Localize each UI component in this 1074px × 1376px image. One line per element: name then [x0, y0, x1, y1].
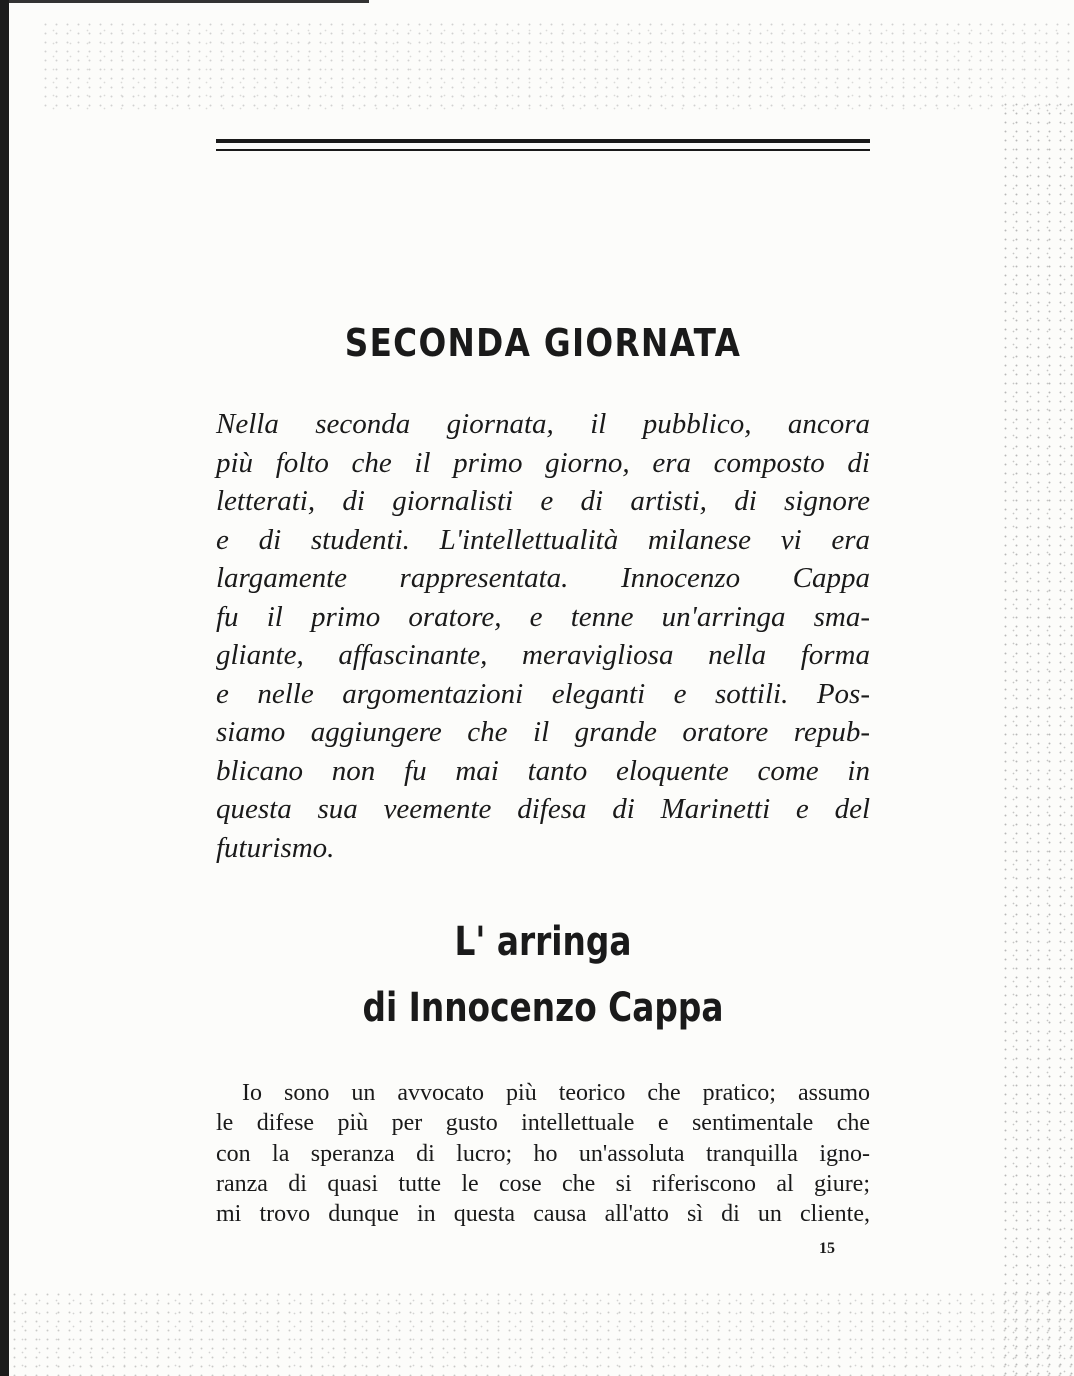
intro-line: e di studenti. L'intellettualità milanese vi era	[216, 523, 870, 556]
page-number: 15	[819, 1240, 835, 1257]
intro-line: letterati, di giornalisti e di artisti, di signore	[216, 485, 870, 517]
intro-line: siamo aggiungere che il grande oratore repub-	[216, 716, 870, 748]
section-heading-line-1: L' arringa	[454, 919, 632, 965]
intro-line: questa sua veemente difesa di Marinetti e del	[216, 793, 870, 825]
body-line: le difese più per gusto intellettuale e sentimentale che	[216, 1110, 870, 1137]
body-line: Io sono un avvocato più teorico che pratico; assumo	[242, 1080, 870, 1106]
binding-edge	[0, 0, 9, 1376]
intro-line: e nelle argomentazioni eleganti e sottili. Pos-	[216, 677, 870, 710]
intro-line: gliante, affascinante, meravigliosa nella forma	[216, 639, 870, 671]
scan-noise-top	[40, 20, 1070, 110]
scan-top-edge	[9, 0, 369, 3]
body-line: mi trovo dunque in questa causa all'atto sì di un cliente,	[216, 1201, 870, 1228]
intro-line: largamente rappresentata. Innocenzo Cappa	[216, 562, 870, 594]
section-heading-line-2: di Innocenzo Cappa	[362, 985, 724, 1031]
intro-line: blicano non fu mai tanto eloquente come in	[216, 754, 870, 787]
header-rule-thick	[216, 139, 870, 143]
chapter-title: SECONDA GIORNATA	[344, 321, 742, 365]
intro-line: più folto che il primo giorno, era composto di	[216, 446, 870, 479]
intro-line: fu il primo oratore, e tenne un'arringa sma-	[216, 600, 870, 633]
header-rule-thin	[216, 149, 870, 151]
scan-noise-right	[1000, 100, 1074, 1376]
intro-paragraph	[216, 405, 870, 867]
body-line: con la speranza di lucro; ho un'assoluta tranquilla igno-	[216, 1140, 870, 1167]
intro-line: Nella seconda giornata, il pubblico, ancora	[216, 408, 870, 440]
scan-noise-bottom	[9, 1290, 1074, 1376]
speech-paragraph	[216, 1078, 870, 1229]
intro-line: futurismo.	[216, 831, 335, 864]
body-line: ranza di quasi tutte le cose che si riferiscono al giure;	[216, 1170, 870, 1197]
